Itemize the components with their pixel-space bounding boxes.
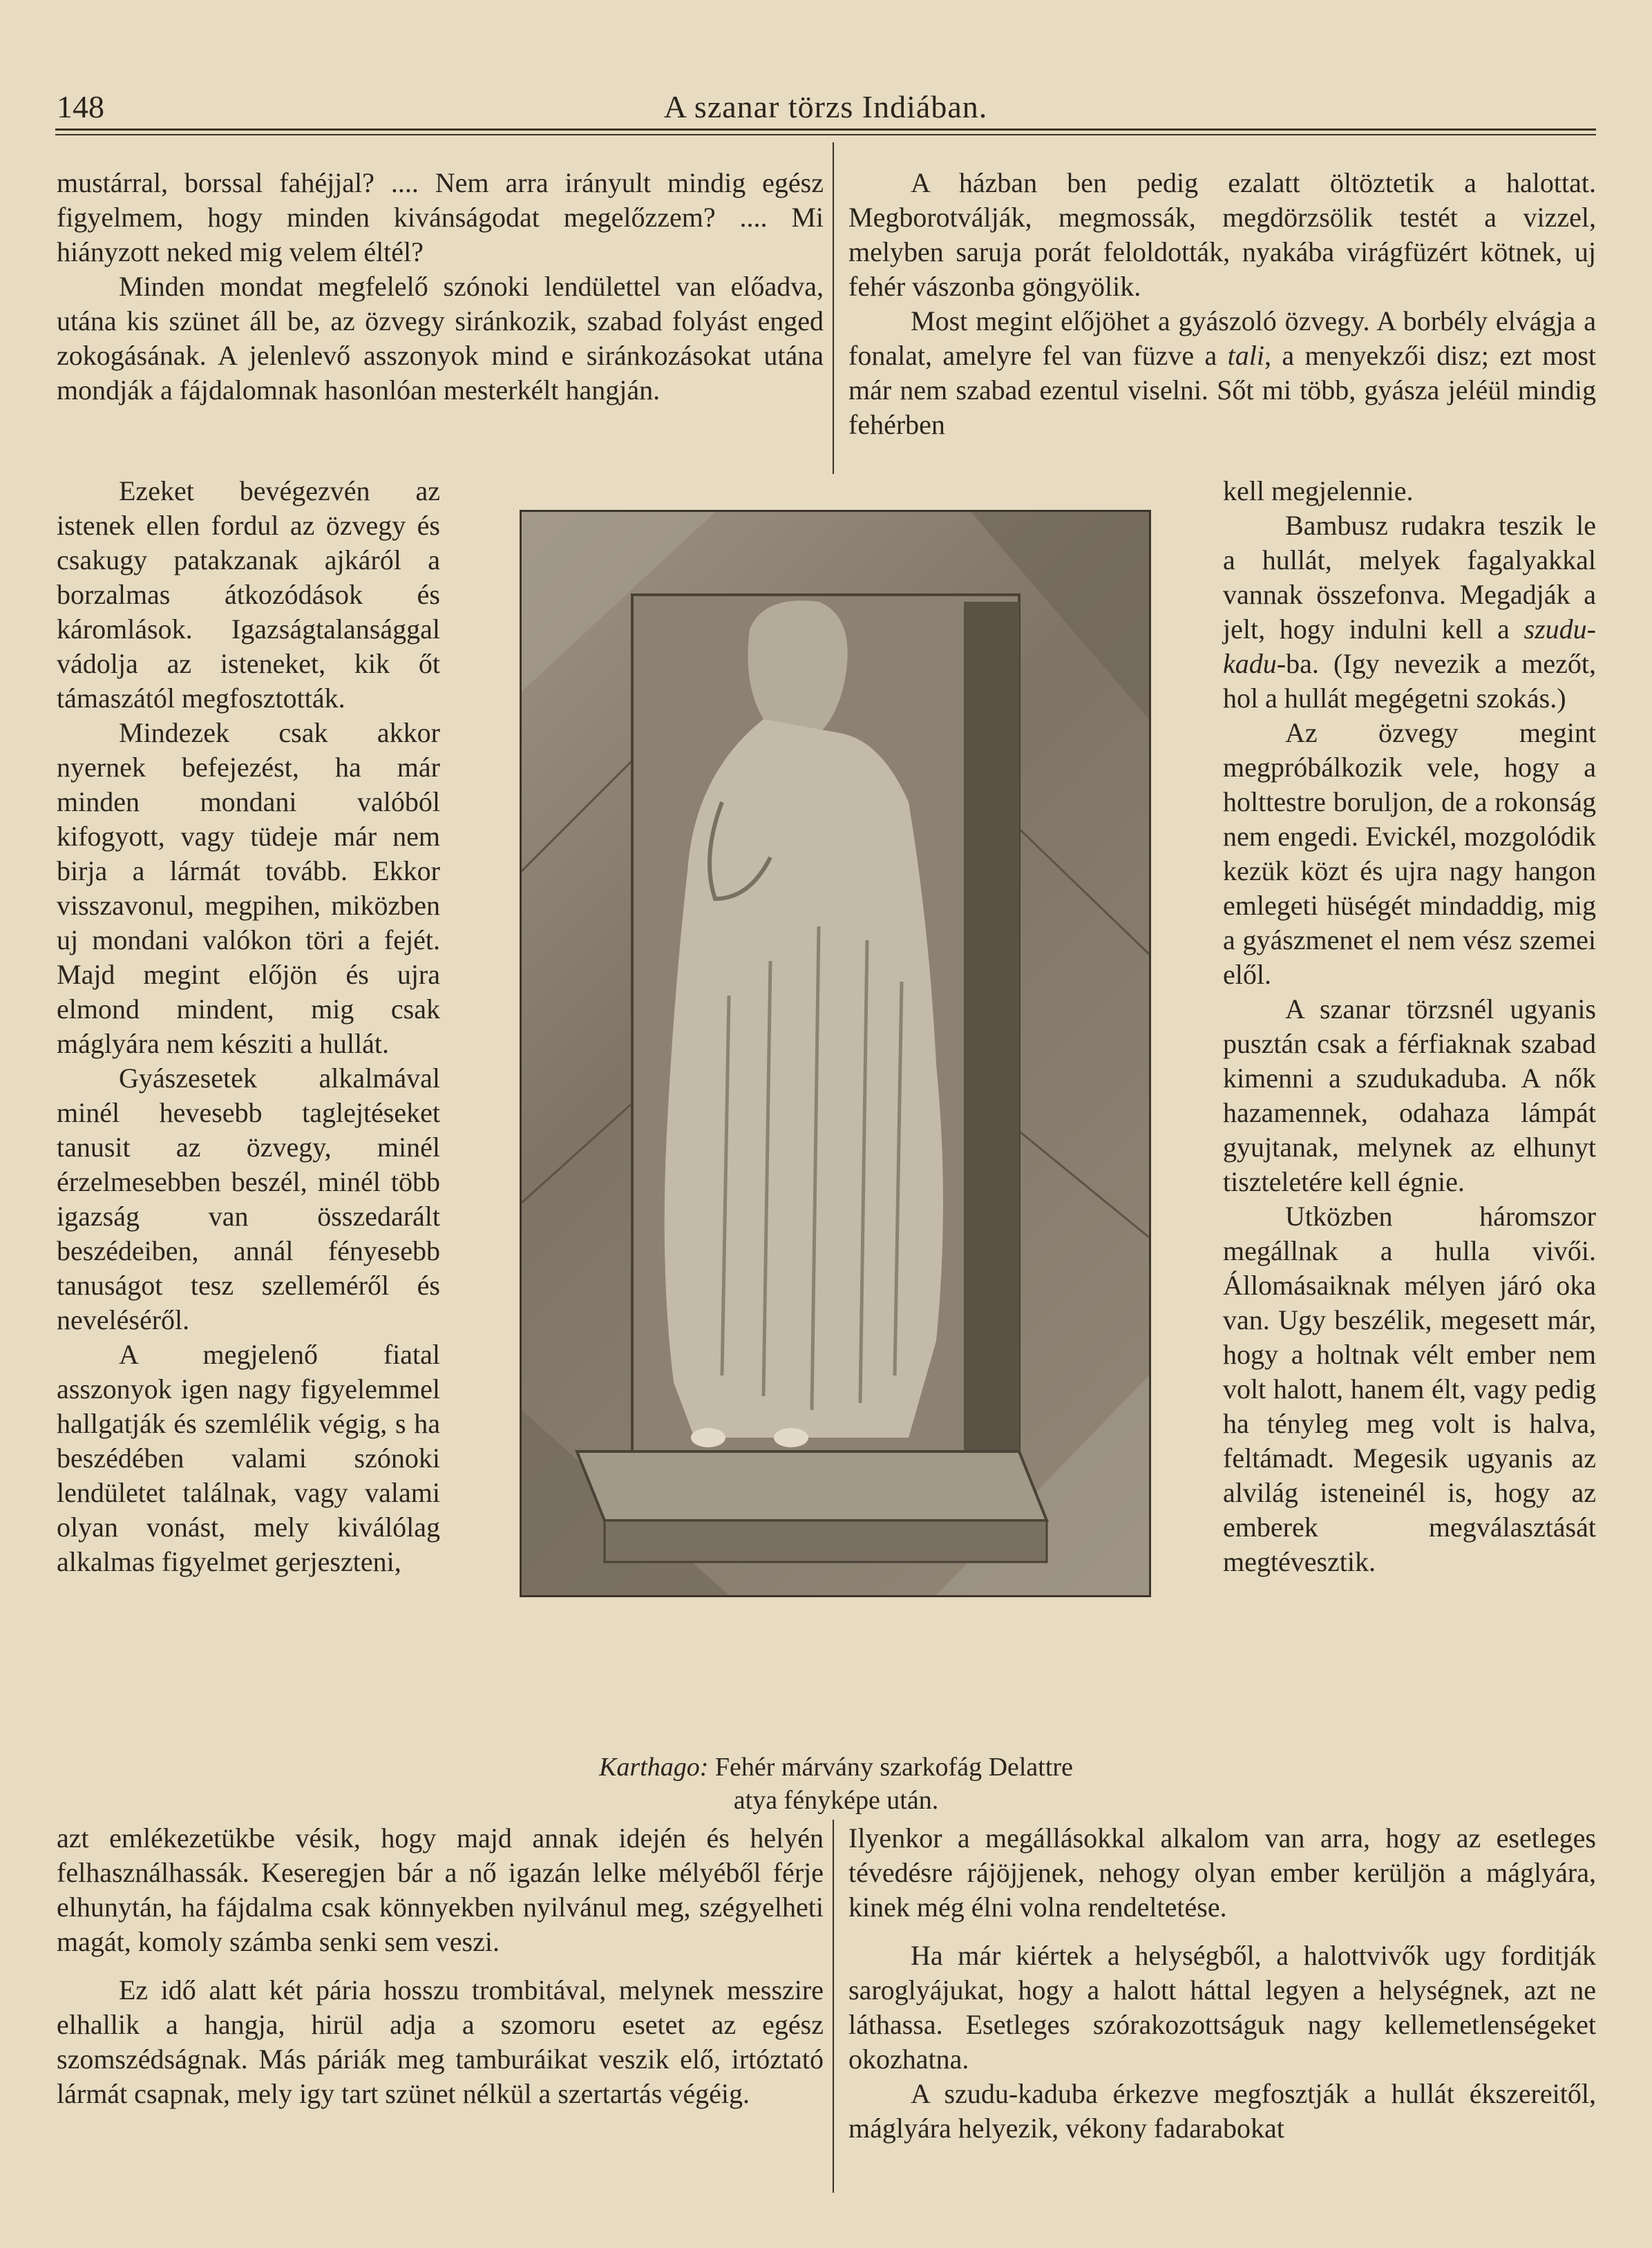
paragraph: Ha már kiértek a helységből, a halottvivők ugy forditják saroglyájukat, hogy a halott háttal legyen a helységnek, azt ne láthassa. Esetleges szórakozottságuk nagy kellemetlenségeket okozhatna.	[848, 1940, 1596, 2075]
text-run: , a menyekzői disz; ezt most már nem szabad ezentul viselni. Sőt mi több, gyásza jeléül mindig fehérben	[848, 340, 1597, 440]
paragraph: A szudu-kaduba érkezve megfosztják a hullát ékszereitől, máglyára helyezik, vékony fadarabokat	[848, 2078, 1596, 2144]
text-run: Bambusz rudakra teszik le a hullát, melyek fagalyakkal vannak összefonva. Megadják a jelt, hogy indulni kell a	[1223, 510, 1596, 645]
right-column-bottom	[848, 1821, 1596, 2146]
paragraph: A szanar törzsnél ugyanis pusztán csak a férfiaknak szabad kimenni a szudukaduba. A nők hazamennek, odahaza lámpát gyujtanak, melynek az elhunyt tiszteletére kell égnie.	[1223, 993, 1596, 1197]
page-header	[55, 88, 1596, 130]
caption-place: Karthago:	[599, 1753, 709, 1782]
column-divider-bottom	[833, 1820, 834, 2193]
paragraph: A megjelenő fiatal asszonyok igen nagy figyelemmel hallgatják és szemlélik végig, s ha beszédében valami szónoki lendületet találnak, vagy valami olyan vonást, mely kiválólag alkalmas figyelmet gerjeszteni,	[57, 1339, 440, 1577]
left-column-bottom	[57, 1821, 824, 2111]
paragraph: Az özvegy megint megpróbálkozik vele, hogy a holttestre boruljon, de a rokonság nem engedi. Evickél, mozgolódik kezük közt és ujra nagy hangon emlegeti hüségét mindaddig, mig a gyászmenet el nem vész szemei elől.	[1223, 717, 1596, 990]
running-title: A szanar törzs Indiában.	[663, 89, 988, 124]
column-divider-top	[833, 142, 834, 474]
paragraph: Ez idő alatt két pária hosszu trombitával, melynek messzire elhallik a hangja, hirül adja a szomoru esetet az egész szomszédságnak. Más páriák meg tamburáikat veszik elő, irtóztató lármát csapnak, mely igy tart szünet nélkül a szertartás végéig.	[57, 1974, 824, 2109]
paragraph: Minden mondat megfelelő szónoki lendülettel van előadva, utána kis szünet áll be, az özvegy siránkozik, szabad folyást enged zokogásának. A jelenlevő asszonyok mind e siránkozásokat utána mondják a fájdalomnak hasonlóan mesterkélt hangján.	[57, 271, 824, 406]
header-rule-bottom	[55, 134, 1596, 135]
caption-line-1: Fehér márvány szarkofág Delattre	[708, 1753, 1073, 1782]
paragraph: A házban ben pedig ezalatt öltöztetik a halottat. Megborotválják, megmossák, megdörzsölik testét a vizzel, melyben saruja porát feloldották, nyakába virágfüzért kötnek, uj fehér vászonba göngyölik.	[848, 167, 1596, 302]
right-column-top	[848, 166, 1596, 442]
paragraph: kell megjelennie.	[1223, 475, 1414, 506]
paragraph: Ezeket bevégezvén az istenek ellen fordul az özvegy és csakugy patakzanak ajkáról a borzalmas átkozódások és káromlások. Igazságtalansággal vádolja az isteneket, kik őt támaszától megfosztották.	[57, 475, 440, 714]
paragraph: azt emlékezetükbe vésik, hogy majd annak idején és helyén felhasználhassák. Keseregjen bár a nő igazán lelke mélyéből férje elhunytán, ha fájdalma csak könnyekben nyilvánul meg, szégyelheti magát, komoly számba senki sem veszi.	[57, 1822, 824, 1957]
left-column-narrow	[57, 474, 440, 1579]
figure-caption	[525, 1751, 1147, 1817]
paragraph: Mindezek csak akkor nyernek befejezést, ha már minden mondani valóból kifogyott, vagy tüdeje már nem birja a lármát tovább. Ekkor visszavonul, megpihen, miközben uj mondani valókon töri a fejét. Majd megint előjön és ujra elmond mindent, mig csak máglyára nem késziti a hullát.	[57, 717, 440, 1059]
paragraph: mustárral, borssal fahéjjal? .... Nem arra irányult mindig egész figyelmem, hogy minden kivánságodat megelőzzem? .... Mi hiányzott neked mig velem éltél?	[57, 167, 824, 267]
paragraph: Gyászesetek alkalmával minél hevesebb taglejtéseket tanusit az özvegy, minél érzelmesebben beszél, minél több igazság van összedarált beszédeiben, annál fényesebb tanuságot tesz szelleméről és neveléséről.	[57, 1063, 440, 1335]
header-rule-top	[55, 128, 1596, 131]
paragraph: Utközben háromszor megállnak a hulla vivői. Állomásaiknak mélyen járó oka van. Ugy beszélik, megesett már, hogy a holtnak vélt ember nem volt halott, hanem élt, vagy pedig ha tényleg meg volt is halva, feltámadt. Megesik ugyanis az alvilág isteneinél is, hogy az emberek megválasztását megtévesztik.	[1223, 1201, 1596, 1577]
paragraph	[1223, 508, 1596, 716]
page-number: 148	[57, 89, 104, 124]
sarcophagus-illustration	[522, 512, 1149, 1595]
term-szudu-kadu: szudu-kadu	[1223, 613, 1596, 679]
left-column-top	[57, 166, 824, 408]
right-column-narrow	[1223, 474, 1596, 1579]
term-tali: tali	[1227, 340, 1264, 371]
sarcophagus-photo	[520, 510, 1151, 1597]
text-run: -ba. (Igy nevezik a mezőt, hol a hullát megégetni szokás.)	[1223, 648, 1596, 714]
paragraph: Ilyenkor a megállásokkal alkalom van arra, hogy az esetleges tévedésre rájöjjenek, nehogy olyan ember kerüljön a máglyára, kinek még élni volna rendeltetése.	[848, 1822, 1596, 1923]
text-run: Most megint előjöhet a gyászoló özvegy. A borbély elvágja a fonalat, amelyre fel van füzve a	[848, 305, 1596, 371]
paragraph	[848, 304, 1596, 442]
caption-line-2: atya fényképe után.	[733, 1786, 939, 1815]
